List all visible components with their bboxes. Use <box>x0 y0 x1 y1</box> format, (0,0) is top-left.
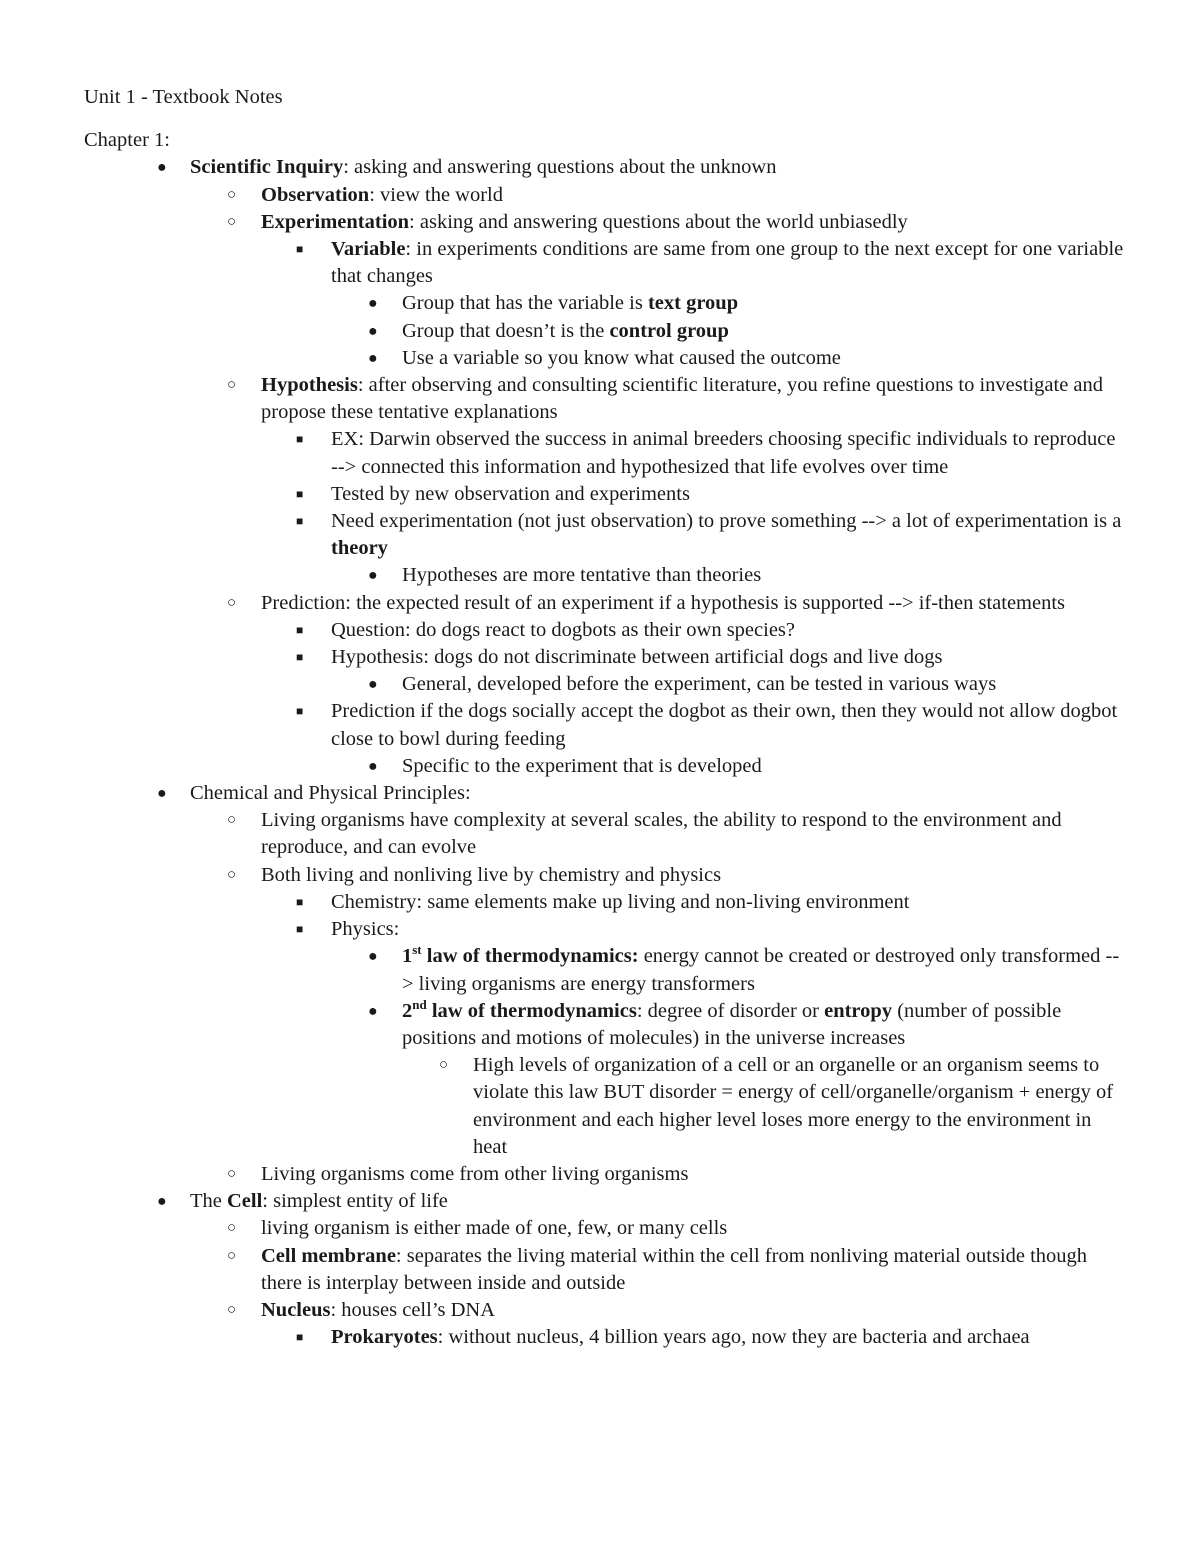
bullet-square-icon: ■ <box>296 514 304 529</box>
list-item <box>84 943 1124 997</box>
list-item <box>84 1324 1124 1351</box>
term: Nucleus <box>261 1298 331 1321</box>
bullet-disc-icon: ● <box>368 322 378 340</box>
item-text: Hypothesis: dogs do not discriminate between artificial dogs and live dogs <box>331 646 943 669</box>
item-text: Physics: <box>331 918 400 941</box>
list-item <box>84 290 1124 317</box>
item-text: : separates the living material within the cell from nonliving material outside though there is interplay between inside and outside <box>261 1244 1088 1294</box>
term: Scientific Inquiry <box>190 156 344 179</box>
item-text: Question: do dogs react to dogbots as their own species? <box>331 618 796 641</box>
list-item <box>84 889 1124 916</box>
outline-list <box>84 154 1124 1351</box>
term: 1st law of thermodynamics: <box>402 942 639 968</box>
list-item <box>84 209 1124 372</box>
list-item <box>84 780 1124 1188</box>
list-item <box>84 753 1124 780</box>
list-item <box>84 807 1124 861</box>
bullet-circle-icon: ○ <box>227 377 237 394</box>
term: control group <box>609 319 729 342</box>
term: Observation <box>261 183 370 206</box>
list-item <box>84 617 1124 644</box>
item-text: Group that has the variable is <box>402 292 648 315</box>
list-item <box>84 236 1124 372</box>
item-text: Chemical and Physical Principles: <box>190 782 471 805</box>
list-item <box>84 644 1124 698</box>
bullet-circle-icon: ○ <box>227 1220 237 1237</box>
list-item <box>84 318 1124 345</box>
list-item <box>84 372 1124 590</box>
item-text: : in experiments conditions are same from one group to the next except for one variable that changes <box>331 238 1124 288</box>
bullet-circle-icon: ○ <box>227 1247 237 1264</box>
item-text: Hypotheses are more tentative than theories <box>402 564 762 587</box>
list-item <box>84 1188 1124 1351</box>
item-text: Living organisms have complexity at several scales, the ability to respond to the environment and reproduce, and can evolve <box>261 809 1062 859</box>
item-text: : after observing and consulting scientific literature, you refine questions to investigate and propose these tentative explanations <box>261 374 1104 424</box>
term: Cell membrane <box>261 1244 396 1267</box>
list-item <box>84 1243 1124 1297</box>
bullet-disc-icon: ● <box>368 757 378 775</box>
term: Cell <box>227 1190 263 1213</box>
term: Hypothesis <box>261 374 358 397</box>
list-item <box>84 671 1124 698</box>
bullet-square-icon: ■ <box>296 486 304 501</box>
list-item <box>84 154 1124 780</box>
item-text: The <box>190 1190 227 1213</box>
item-text: Chemistry: same elements make up living and non-living environment <box>331 890 910 913</box>
item-text: Both living and nonliving live by chemistry and physics <box>261 863 722 886</box>
chapter-heading: Chapter 1: <box>84 129 170 152</box>
item-text: : without nucleus, 4 billion years ago, now they are bacteria and archaea <box>437 1326 1030 1349</box>
bullet-disc-icon: ● <box>157 1193 167 1211</box>
term: Prokaryotes <box>331 1326 438 1349</box>
term: Experimentation <box>261 210 410 233</box>
bullet-disc-icon: ● <box>368 567 378 585</box>
term: Variable <box>331 238 406 261</box>
bullet-circle-icon: ○ <box>227 213 237 230</box>
bullet-square-icon: ■ <box>296 242 304 257</box>
item-text: : view the world <box>369 183 503 206</box>
item-text: Prediction: the expected result of an experiment if a hypothesis is supported --> if-then statements <box>261 591 1066 614</box>
bullet-disc-icon: ● <box>157 785 167 803</box>
list-item <box>84 916 1124 1161</box>
item-text: : asking and answering questions about the world unbiasedly <box>409 210 908 233</box>
bullet-circle-icon: ○ <box>227 812 237 829</box>
bullet-circle-icon: ○ <box>227 186 237 203</box>
document-title: Unit 1 - Textbook Notes <box>84 86 283 108</box>
item-text: Prediction if the dogs socially accept the dogbot as their own, then they would not allow dogbot close to bowl during feeding <box>331 700 1118 750</box>
bullet-square-icon: ■ <box>296 432 304 447</box>
item-text: : houses cell’s DNA <box>330 1298 496 1321</box>
item-text: General, developed before the experiment, can be tested in various ways <box>402 673 997 696</box>
list-item <box>84 508 1124 590</box>
bullet-square-icon: ■ <box>296 894 304 909</box>
item-text: Use a variable so you know what caused the outcome <box>402 346 841 369</box>
list-item <box>84 698 1124 780</box>
item-text: Living organisms come from other living organisms <box>261 1162 689 1185</box>
bullet-circle-icon: ○ <box>227 1165 237 1182</box>
bullet-disc-icon: ● <box>368 1002 378 1020</box>
item-text: : simplest entity of life <box>262 1190 448 1213</box>
list-item <box>84 590 1124 780</box>
term: entropy <box>824 999 893 1022</box>
bullet-square-icon: ■ <box>296 1330 304 1345</box>
bullet-square-icon: ■ <box>296 622 304 637</box>
bullet-square-icon: ■ <box>296 922 304 937</box>
item-text: Group that doesn’t is the <box>402 319 610 342</box>
document-page <box>84 84 1124 1351</box>
item-text: : degree of disorder or <box>636 999 825 1022</box>
list-item <box>84 562 1124 589</box>
item-text: living organism is either made of one, few, or many cells <box>261 1217 728 1240</box>
bullet-disc-icon: ● <box>368 349 378 367</box>
item-text: energy cannot be created or destroyed only transformed --> living organisms are energy transformers <box>402 945 1120 995</box>
item-text: (number of possible positions and motions of molecules) in the universe increases <box>402 999 1062 1049</box>
term: 2nd law of thermodynamics <box>402 996 637 1022</box>
list-item <box>84 1215 1124 1242</box>
term: theory <box>331 537 388 560</box>
bullet-disc-icon: ● <box>368 948 378 966</box>
item-text: High levels of organization of a cell or an organelle or an organism seems to violate this law BUT disorder = energy of cell/organelle/organism + energy of environment and each higher level loses more energy to the environment in heat <box>473 1054 1114 1158</box>
bullet-circle-icon: ○ <box>227 594 237 611</box>
list-item <box>84 426 1124 480</box>
list-item <box>84 481 1124 508</box>
list-item <box>84 862 1124 1161</box>
item-text: Need experimentation (not just observation) to prove something --> a lot of experimentation is a <box>331 510 1122 533</box>
bullet-square-icon: ■ <box>296 650 304 665</box>
term: text group <box>647 292 739 315</box>
list-item <box>84 182 1124 209</box>
bullet-disc-icon: ● <box>368 676 378 694</box>
item-text: : asking and answering questions about the unknown <box>343 156 777 179</box>
bullet-circle-icon: ○ <box>227 866 237 883</box>
item-text: Tested by new observation and experiments <box>331 482 690 505</box>
list-item <box>84 998 1124 1161</box>
item-text: Specific to the experiment that is developed <box>402 754 762 777</box>
bullet-circle-icon: ○ <box>439 1057 449 1074</box>
bullet-disc-icon: ● <box>157 159 167 177</box>
list-item <box>84 1297 1124 1351</box>
bullet-circle-icon: ○ <box>227 1301 237 1318</box>
list-item <box>84 1161 1124 1188</box>
bullet-square-icon: ■ <box>296 704 304 719</box>
list-item <box>84 1052 1124 1161</box>
list-item <box>84 345 1124 372</box>
bullet-disc-icon: ● <box>368 295 378 313</box>
item-text: EX: Darwin observed the success in animal breeders choosing specific individuals to reproduce --> connected this information and hypothesized that life evolves over time <box>331 428 1116 478</box>
